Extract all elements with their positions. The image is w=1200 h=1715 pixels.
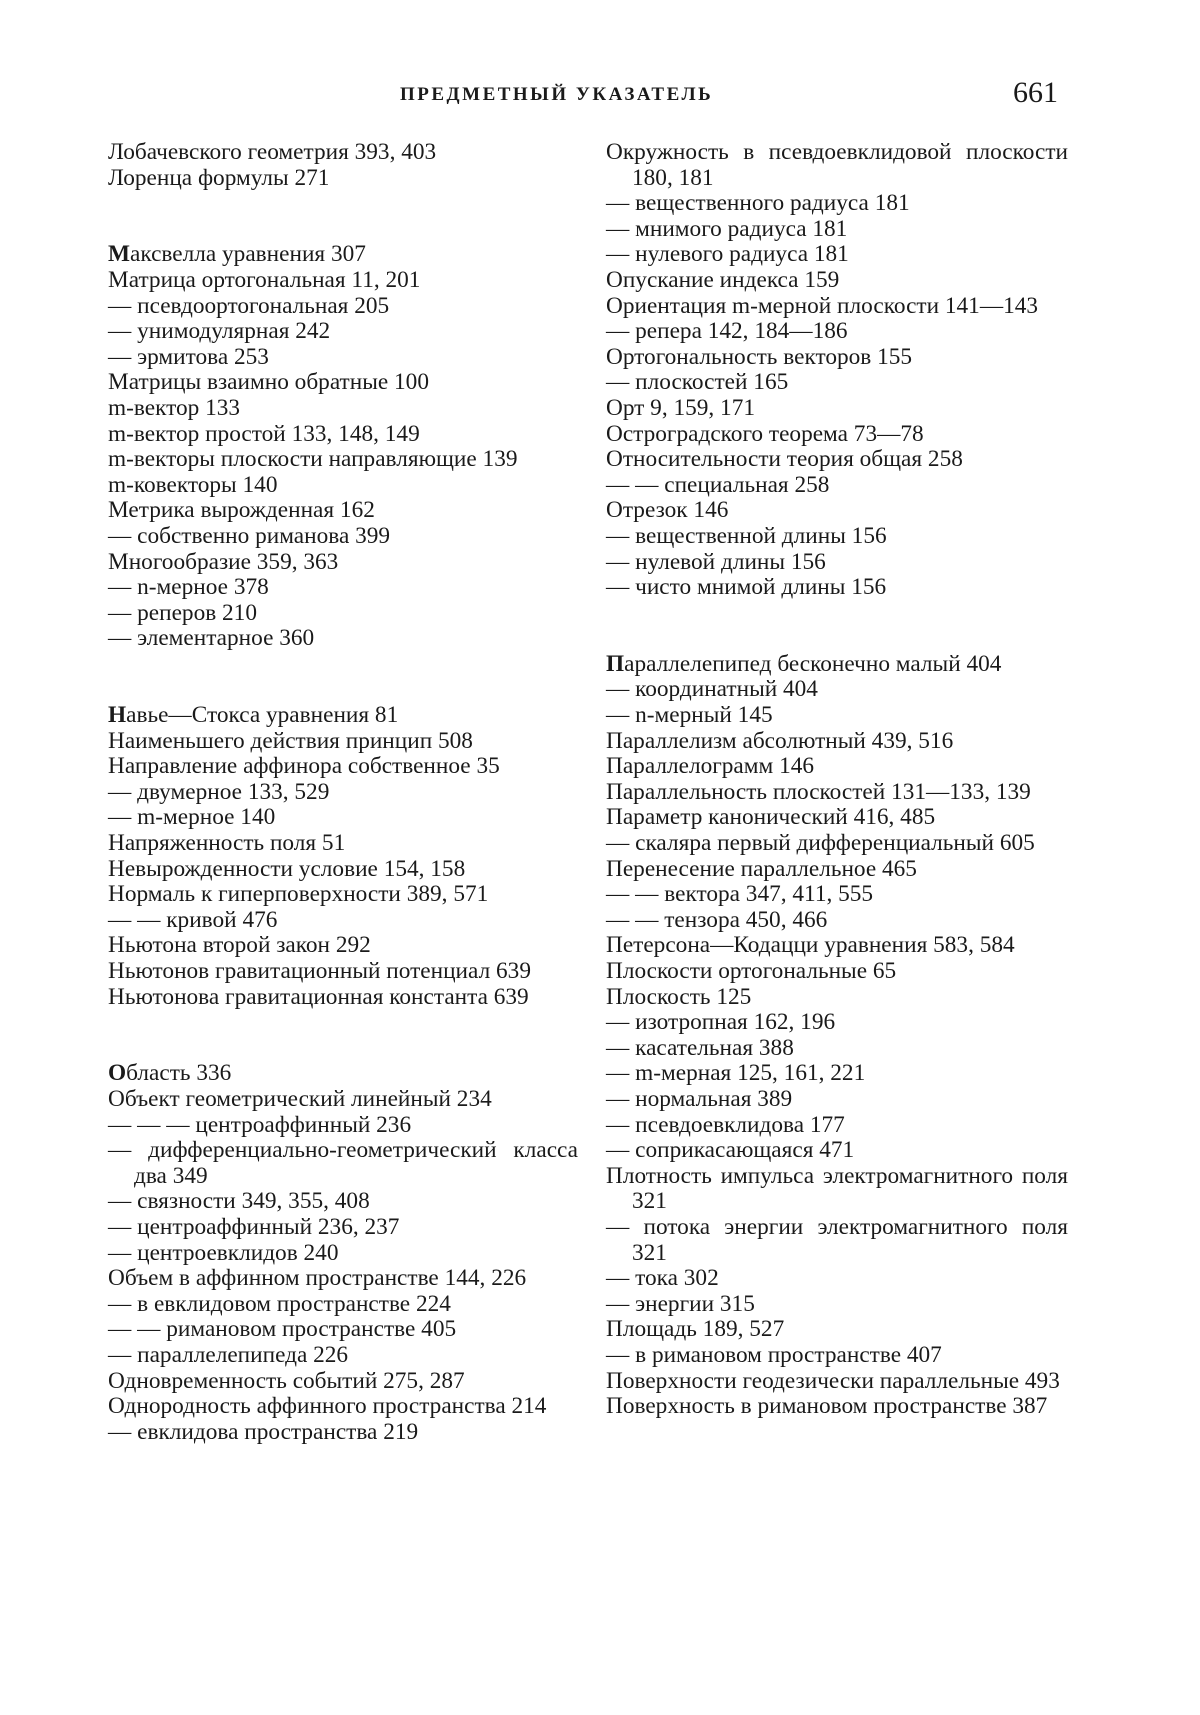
index-entry: Отрезок 146 xyxy=(606,497,729,524)
index-entry: — потока энергии электромагнитного поля 321 xyxy=(606,1213,1068,1266)
index-entry: Матрицы взаимно обратные 100 xyxy=(108,369,429,396)
index-entry: — n-мерный 145 xyxy=(606,702,773,729)
index-entry: Ньютонова гравитационная константа 639 xyxy=(108,983,529,1010)
index-entry: Окружность в псевдоевклидовой плоскости 180, 181 xyxy=(606,139,1068,191)
index-entry: Напряженность поля 51 xyxy=(108,830,346,857)
index-entry: Площадь 189, 527 xyxy=(606,1316,785,1343)
index-entry: — m-мерная 125, 161, 221 xyxy=(606,1060,866,1087)
index-entry: Максвелла уравнения 307 xyxy=(108,241,366,268)
index-entry: — репера 142, 184—186 xyxy=(606,318,848,345)
index-entry: Остроградского теорема 73—78 xyxy=(606,420,924,447)
page-number: 661 xyxy=(1013,76,1058,109)
index-entry: Параллелограмм 146 xyxy=(606,753,815,780)
index-entry: — — тензора 450, 466 xyxy=(606,906,828,933)
index-entry: — тока 302 xyxy=(606,1265,719,1292)
index-entry: — скаляра первый дифференциальный 605 xyxy=(606,830,1035,857)
index-entry: m-ковекторы 140 xyxy=(108,471,278,498)
index-entry: — вещественного радиуса 181 xyxy=(606,190,910,217)
index-entry: m-вектор 133 xyxy=(108,394,241,421)
index-column-right xyxy=(606,140,1068,1420)
index-entry: Перенесение параллельное 465 xyxy=(606,855,917,882)
index-entry: — чисто мнимой длины 156 xyxy=(606,574,887,601)
index-entry: — — вектора 347, 411, 555 xyxy=(606,881,874,908)
letter-group-gap xyxy=(606,601,1068,652)
index-entry: — параллелепипеда 226 xyxy=(108,1341,349,1368)
index-entry: Одновременность событий 275, 287 xyxy=(108,1367,465,1394)
index-entry: Объем в аффинном пространстве 144, 226 xyxy=(108,1265,527,1292)
index-entry: — координатный 404 xyxy=(606,676,818,703)
index-entry: — соприкасающаяся 471 xyxy=(606,1137,855,1164)
index-entry: Невырожденности условие 154, 158 xyxy=(108,855,466,882)
index-entry: Опускание индекса 159 xyxy=(606,266,840,293)
index-entry: Направление аффинора собственное 35 xyxy=(108,753,500,780)
index-entry: — — римановом пространстве 405 xyxy=(108,1316,457,1343)
index-entry: Многообразие 359, 363 xyxy=(108,548,339,575)
index-entry: — касательная 388 xyxy=(606,1034,794,1061)
index-entry: Наименьшего действия принцип 508 xyxy=(108,727,473,754)
index-entry: Объект геометрический линейный 234 xyxy=(108,1085,492,1112)
index-entry: Орт 9, 159, 171 xyxy=(606,394,756,421)
index-entry: — нулевого радиуса 181 xyxy=(606,241,849,268)
index-column-left xyxy=(108,140,578,1445)
index-entry: Метрика вырожденная 162 xyxy=(108,497,375,524)
index-entry: Лоренца формулы 271 xyxy=(108,164,330,191)
index-entry: — связности 349, 355, 408 xyxy=(108,1188,370,1215)
index-entry: — энергии 315 xyxy=(606,1290,755,1317)
letter-group-gap xyxy=(108,1010,578,1061)
index-entry: — мнимого радиуса 181 xyxy=(606,215,848,242)
index-entry: — — — центроаффинный 236 xyxy=(108,1111,412,1138)
index-entry: Поверхности геодезически параллельные 493 xyxy=(606,1367,1060,1394)
index-entry: — реперов 210 xyxy=(108,599,257,626)
index-entry: — эрмитова 253 xyxy=(108,343,269,370)
index-entry: — евклидова пространства 219 xyxy=(108,1418,419,1445)
index-entry: Плоскости ортогональные 65 xyxy=(606,958,897,984)
index-entry: Матрица ортогональная 11, 201 xyxy=(108,266,421,293)
index-entry: Ориентация m-мерной плоскости 141—143 xyxy=(606,292,1039,319)
index-entry: — плоскостей 165 xyxy=(606,369,789,396)
index-entry: — двумерное 133, 529 xyxy=(108,778,330,805)
index-entry: Плотность импульса электромагнитного поля 321 xyxy=(606,1162,1068,1215)
index-entry: — центроаффинный 236, 237 xyxy=(108,1213,400,1240)
index-entry: Навье—Стокса уравнения 81 xyxy=(108,702,399,729)
index-entry: — n-мерное 378 xyxy=(108,574,269,601)
index-entry: — в евклидовом пространстве 224 xyxy=(108,1290,451,1317)
letter-group-gap xyxy=(108,652,578,703)
index-entry: — элементарное 360 xyxy=(108,625,315,652)
index-entry: Ньютона второй закон 292 xyxy=(108,932,371,959)
index-entry: — в римановом пространстве 407 xyxy=(606,1341,942,1368)
index-entry: m-векторы плоскости направляющие 139 xyxy=(108,446,518,473)
index-entry: — m-мерное 140 xyxy=(108,804,276,831)
index-entry: Ньютонов гравитационный потенциал 639 xyxy=(108,958,531,984)
index-entry: Параллелепипед бесконечно малый 404 xyxy=(606,650,1002,677)
index-entry: Ортогональность векторов 155 xyxy=(606,343,913,370)
index-entry: m-вектор простой 133, 148, 149 xyxy=(108,420,420,447)
index-entry: Параллельность плоскостей 131—133, 139 xyxy=(606,778,1031,805)
index-entry: — унимодулярная 242 xyxy=(108,318,331,345)
index-entry: Область 336 xyxy=(108,1060,232,1087)
index-entry: Плоскость 125 xyxy=(606,983,752,1010)
index-entry: Нормаль к гиперповерхности 389, 571 xyxy=(108,881,489,908)
index-entry: Поверхность в римановом пространстве 387 xyxy=(606,1393,1048,1420)
index-entry: — — кривой 476 xyxy=(108,906,278,933)
index-entry: — псевдоортогональная 205 xyxy=(108,292,390,319)
index-entry: Относительности теория общая 258 xyxy=(606,446,963,473)
index-entry: — собственно риманова 399 xyxy=(108,522,391,549)
index-entry: — — специальная 258 xyxy=(606,471,830,498)
index-entry: Лобачевского геометрия 393, 403 xyxy=(108,139,437,165)
index-entry: — псевдоевклидова 177 xyxy=(606,1111,845,1138)
index-entry: — нулевой длины 156 xyxy=(606,548,826,575)
running-head: ПРЕДМЕТНЫЙ УКАЗАТЕЛЬ xyxy=(400,84,714,105)
index-entry: Параллелизм абсолютный 439, 516 xyxy=(606,727,954,754)
index-entry: — центроевклидов 240 xyxy=(108,1239,339,1266)
index-entry: Параметр канонический 416, 485 xyxy=(606,804,936,831)
index-entry: Петерсона—Кодацци уравнения 583, 584 xyxy=(606,932,1015,959)
index-entry: — вещественной длины 156 xyxy=(606,522,887,549)
index-entry: Однородность аффинного пространства 214 xyxy=(108,1393,547,1420)
index-entry: — дифференциально-геометрический класса два 349 xyxy=(108,1137,578,1189)
index-entry: — изотропная 162, 196 xyxy=(606,1009,836,1036)
index-entry: — нормальная 389 xyxy=(606,1085,793,1112)
letter-group-gap xyxy=(108,191,578,242)
